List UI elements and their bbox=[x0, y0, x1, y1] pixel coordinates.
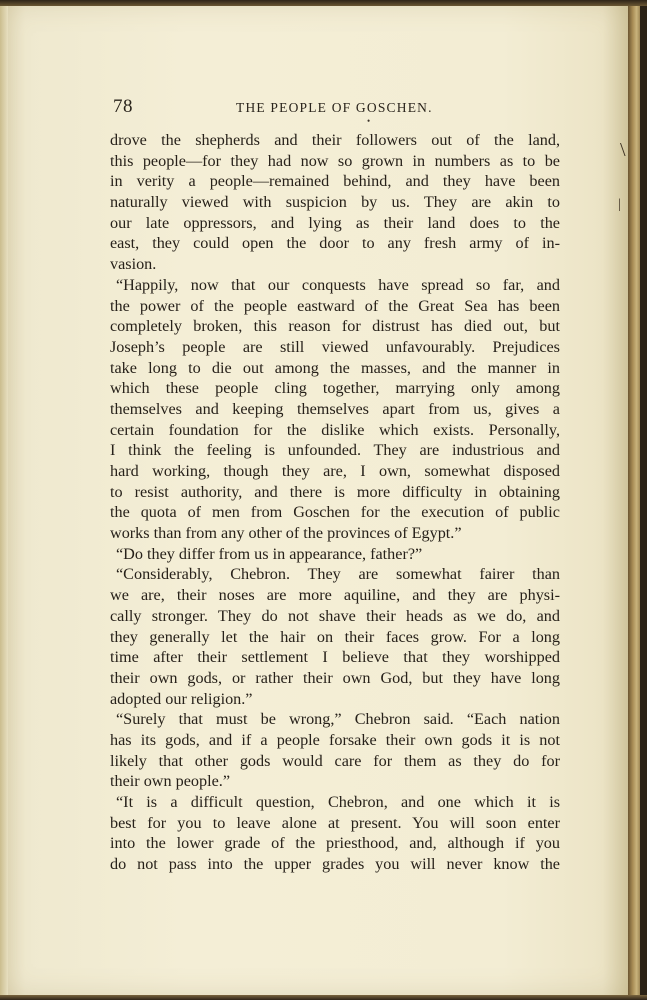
text-line: drove the shepherds and their followers out of the land, bbox=[110, 131, 560, 149]
text-line: “Considerably, Chebron. They are somewhat fairer than bbox=[116, 565, 560, 584]
text-line: east, they could open the door to any fresh army of in- bbox=[110, 234, 560, 253]
body-text bbox=[110, 130, 560, 875]
text-line: themselves and keeping themselves apart from us, gives a bbox=[110, 399, 560, 418]
text-line: likely that other gods would care for them as they do for bbox=[110, 751, 560, 770]
text-line: time after their settlement I believe that they worshipped bbox=[110, 648, 560, 667]
margin-mark: \ bbox=[620, 139, 626, 161]
text-line: do not pass into the upper grades you will never know the bbox=[110, 855, 560, 874]
text-line: I think the feeling is unfounded. They are industrious and bbox=[110, 441, 560, 460]
text-line: hard working, though they are, I own, somewhat disposed bbox=[110, 462, 560, 480]
text-line: “Surely that must be wrong,” Chebron said. “Each nation bbox=[116, 710, 560, 729]
text-line: which these people cling together, marrying only among bbox=[110, 379, 560, 398]
text-line: into the lower grade of the priesthood, and, although if you bbox=[110, 834, 560, 853]
text-line: their own gods, or rather their own God, but they have long bbox=[110, 668, 560, 687]
text-line: has its gods, and if a people forsake their own gods it is not bbox=[110, 730, 560, 749]
text-line: vasion. bbox=[110, 255, 157, 274]
text-line: adopted our religion.” bbox=[110, 689, 253, 708]
page-header bbox=[113, 96, 561, 126]
binding-shadow bbox=[640, 0, 647, 1000]
text-line: works than from any other of the provinces of Egypt.” bbox=[110, 524, 462, 543]
text-line: best for you to leave alone at present. You will soon enter bbox=[110, 813, 560, 832]
page-gutter-edge bbox=[0, 0, 8, 1000]
text-line: this people—for they had now so grown in numbers as to be bbox=[110, 151, 560, 170]
text-line: they generally let the hair on their faces grow. For a long bbox=[110, 627, 560, 646]
text-line: certain foundation for the dislike which exists. Personally, bbox=[110, 420, 560, 439]
text-line: take long to die out among the masses, and the manner in bbox=[110, 358, 560, 377]
text-line: the quota of men from Goschen for the execution of public bbox=[110, 503, 560, 522]
text-line: naturally viewed with suspicion by us. They are akin to bbox=[110, 193, 560, 212]
text-line: our late oppressors, and lying as their land does to the bbox=[110, 213, 560, 232]
text-line: completely broken, this reason for distrust has died out, but bbox=[110, 317, 560, 336]
text-line: cally stronger. They do not shave their heads as we do, and bbox=[110, 606, 560, 625]
top-edge bbox=[0, 0, 647, 6]
bottom-edge bbox=[0, 995, 647, 1000]
header-mark: • bbox=[367, 116, 371, 126]
text-line: to resist authority, and there is more difficulty in obtaining bbox=[110, 482, 560, 501]
text-line: “Do they differ from us in appearance, father?” bbox=[116, 544, 423, 563]
text-line: “Happily, now that our conquests have spread so far, and bbox=[116, 275, 560, 294]
text-line: the power of the people eastward of the Great Sea has been bbox=[110, 296, 560, 315]
text-line: Joseph’s people are still viewed unfavourably. Prejudices bbox=[110, 337, 560, 356]
text-line: in verity a people—remained behind, and they have been bbox=[110, 172, 560, 191]
running-head: THE PEOPLE OF GOSCHEN. bbox=[236, 100, 433, 115]
text-line: their own people.” bbox=[110, 772, 231, 791]
text-line: “It is a difficult question, Chebron, and one which it is bbox=[116, 793, 560, 811]
margin-mark: | bbox=[618, 197, 621, 212]
text-line: we are, their noses are more aquiline, and they are physi- bbox=[110, 586, 560, 605]
page-number: 78 bbox=[113, 96, 133, 117]
